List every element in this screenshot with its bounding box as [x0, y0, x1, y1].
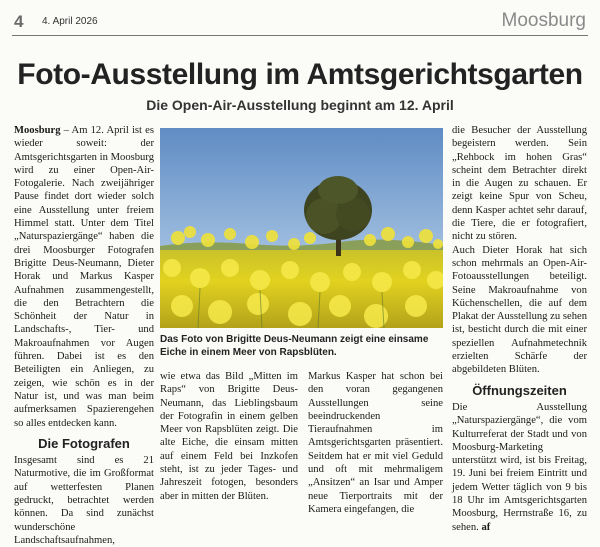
article-subheadline: Die Open-Air-Ausstellung beginnt am 12. April — [146, 97, 454, 113]
page-number: 4 — [14, 12, 24, 31]
header-rule — [12, 35, 588, 36]
column-2-text: wie etwa das Bild „Mitten im Raps“ von Brigitte Deus-Neumann, das Lieblingsbaum der Fotografin in einem gelben Meer von Rapsblüten zeigt. Die alte Eiche, die einsam mitten auf einem Feld bei Inzkofen steht, ist zu jeder Tages- und Jahreszeit fotogen, besonders aber in mitten der Blüten. — [160, 371, 298, 502]
column-4-text-2: Auch Dieter Horak hat sich schon mehrmals an Open-Air-Fotoausstellungen beteiligt. Seine Makroaufnahme von Küchenschellen, die auf dem Plakat der Ausstellung zu sehen ist, besticht durch die mit einer speziellen Aufnahmetechnik erzielten Schärfe der abgebildeten Blüten. — [452, 244, 587, 376]
column-1 — [14, 124, 154, 547]
intro-paragraph — [14, 124, 154, 430]
intro-text: – Am 12. April ist es wieder soweit: der Amtsgerichtsgarten in Moosburg wird zu einer Open-Air-Fotogalerie. Nach zweijähriger Pause findet dort wieder solch eine Ausstellung unter freiem Himmel statt. Unter dem Titel „Naturspaziergänge“ haben die drei Moosburger Fotografen Brigitte Deus-Neumann, Dieter Horak und Markus Kasper Aufnahmen zusammengestellt, die den Betrachtern die Schönheit der Natur in Landschafts-, Tier- und Makroaufnahmen vor Augen führen. Dabei ist es den Beteiligten ein Anliegen, zu zeigen, wie schön es in der Natur ist, und was man beim aufmerksamen Spazierengehen so alles entdecken kann. — [14, 125, 154, 429]
article-photo — [160, 128, 443, 328]
oak-tree-in-rapeseed-field-photo — [160, 128, 443, 328]
opening-hours-text: Die Ausstellung „Naturspaziergänge“, die vom Kulturreferat der Stadt und von Moosburg-Marketing unterstützt wird, ist bis Freitag, 19. Juni bei freiem Eintritt und jedem Wetter täglich von 9 bis 18 Uhr im Amtsgerichtsgarten Moosburg, Herrnstraße 16, zu sehen. — [452, 401, 587, 533]
fotografen-paragraph: Insgesamt sind es 21 Naturmotive, die im Großformat auf wetterfesten Planen gedruckt, betrachtet werden können. Da sind zunächst wunderschöne Landschaftsaufnahmen, — [14, 455, 154, 546]
column-4 — [452, 124, 587, 534]
page-header — [0, 0, 600, 36]
column-3-text: Markus Kasper hat schon bei den voran gegangenen Ausstellungen seine beeindruckenden Tieraufnahmen im Amtsgerichtsgarten präsentiert. Seitdem hat er mit viel Geduld und oft mit mehrmaligem „Ansitzen“ an Isar und Amper neue Tierportraits mit der Kamera eingefangen, die — [308, 371, 443, 515]
subhead-fotografen: Die Fotografen — [38, 435, 130, 451]
column-4-text-1: die Besucher der Ausstellung begeistern werden. Sein „Rehbock im hohen Gras“ scheint dem Betrachter direkt in die Augen zu schauen. Er zeigt keine Spur von Scheu, denn Kasper achtet sehr darauf, die Tiere, die er fotografiert, nicht zu stören. — [452, 125, 587, 243]
issue-date: 4. April 2026 — [42, 16, 98, 27]
column-2 — [160, 370, 298, 503]
author-mark: af — [481, 521, 491, 533]
dateline: Moosburg — [14, 125, 61, 136]
photo-caption: Das Foto von Brigitte Deus-Neumann zeigt eine einsame Eiche in einem Meer von Rapsblüten. — [160, 334, 429, 358]
section-title: Moosburg — [501, 10, 586, 31]
column-3 — [308, 370, 443, 516]
article-headline: Foto-Ausstellung im Amtsgerichtsgarten — [17, 58, 583, 91]
subhead-oeffnungszeiten: Öffnungszeiten — [472, 382, 567, 398]
column-4-text-3 — [452, 401, 587, 534]
